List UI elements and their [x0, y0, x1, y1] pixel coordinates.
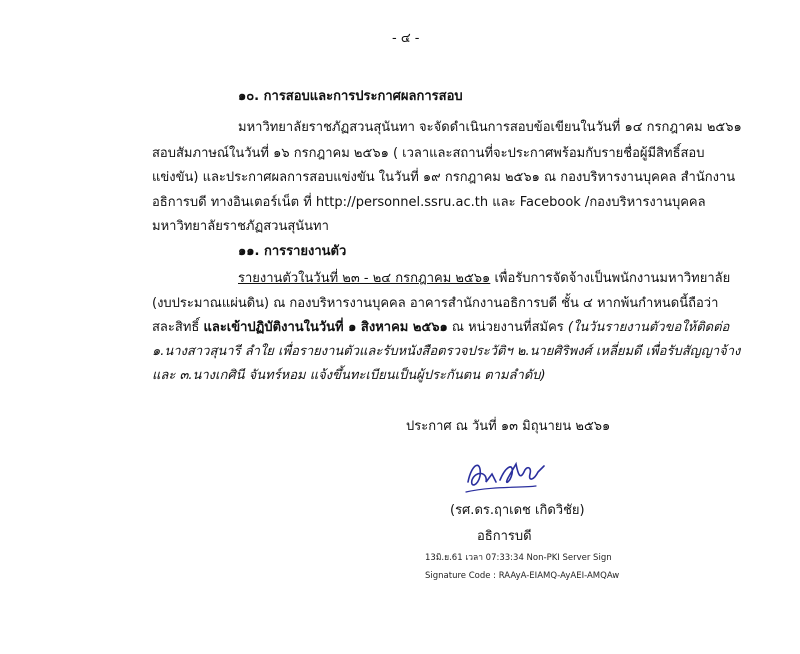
section-10-line-3: แข่งขัน) และประกาศผลการสอบแข่งขัน ในวันที่ ๑๙ กรกฎาคม ๒๕๖๑ ณ กองบริหารงานบุคคล สำนักงาน — [152, 170, 736, 185]
section-10-line-1: มหาวิทยาลัยราชภัฏสวนสุนันทา จะจัดดำเนินการสอบข้อเขียนในวันที่ ๑๔ กรกฎาคม ๒๕๖๑ — [238, 120, 742, 135]
section-10-line-4: อธิการบดี ทางอินเตอร์เน็ต ที่ http://personnel.ssru.ac.th และ Facebook /กองบริหารงานบุคคล — [152, 195, 706, 210]
section-11-line-1 — [238, 270, 730, 288]
contact-note-start: (ในวันรายงานตัวขอให้ติดต่อ — [567, 320, 730, 335]
section-10-heading: ๑๐. การสอบและการประกาศผลการสอบ — [238, 89, 463, 104]
page-number: - ๔ - — [392, 31, 420, 46]
start-work-date: และเข้าปฏิบัติงานในวันที่ ๑ สิงหาคม ๒๕๖๑ — [203, 320, 448, 335]
section-11-heading: ๑๑. การรายงานตัว — [238, 244, 347, 259]
report-date-text: รายงานตัวในวันที่ ๒๓ - ๒๔ กรกฎาคม ๒๕๖๑ — [238, 271, 491, 286]
section-10-line-2: สอบสัมภาษณ์ในวันที่ ๑๖ กรกฎาคม ๒๕๖๑ ( เวลาและสถานที่จะประกาศพร้อมกับรายชื่อผู้มีสิทธิ์สอบ — [152, 146, 705, 161]
report-purpose-text: เพื่อรับการจัดจ้างเป็นพนักงานมหาวิทยาลัย — [490, 271, 731, 286]
section-11-line-4: ๑.นางสาวสุนารี ลำใย เพื่อรายงานตัวและรับหนังสือตรวจประวัติฯ ๒.นายศิริพงศ์ เหลี่ยมดี เพื่อรับสัญญาจ้าง — [152, 344, 741, 359]
section-11-line-3 — [152, 319, 729, 337]
section-11-line-5: และ ๓.นางเกศินี จันทร์หอม แจ้งขึ้นทะเบียนเป็นผู้ประกันตน ตามลำดับ) — [152, 368, 546, 383]
section-11-line-2: (งบประมาณแผ่นดิน) ณ กองบริหารงานบุคคล อาคารสำนักงานอธิการบดี ชั้น ๔ หากพ้นกำหนดนี้ถือว่า — [152, 296, 719, 311]
unit-text: ณ หน่วยงานที่สมัคร — [447, 320, 568, 335]
signatory-name: (รศ.ดร.ฤาเดช เกิดวิชัย) — [450, 503, 585, 518]
announce-date: ประกาศ ณ วันที่ ๑๓ มิถุนายน ๒๕๖๑ — [406, 419, 611, 434]
section-10-line-5: มหาวิทยาลัยราชภัฏสวนสุนันทา — [152, 219, 329, 234]
signature-image — [462, 452, 552, 500]
forfeit-text: สละสิทธิ์ — [152, 320, 204, 335]
sign-timestamp: 13มิ.ย.61 เวลา 07:33:34 Non-PKI Server Sign — [425, 553, 612, 563]
signatory-position: อธิการบดี — [477, 529, 532, 544]
signature-code: Signature Code : RAAyA-EIAMQ-AyAEI-AMQAw — [425, 571, 620, 581]
